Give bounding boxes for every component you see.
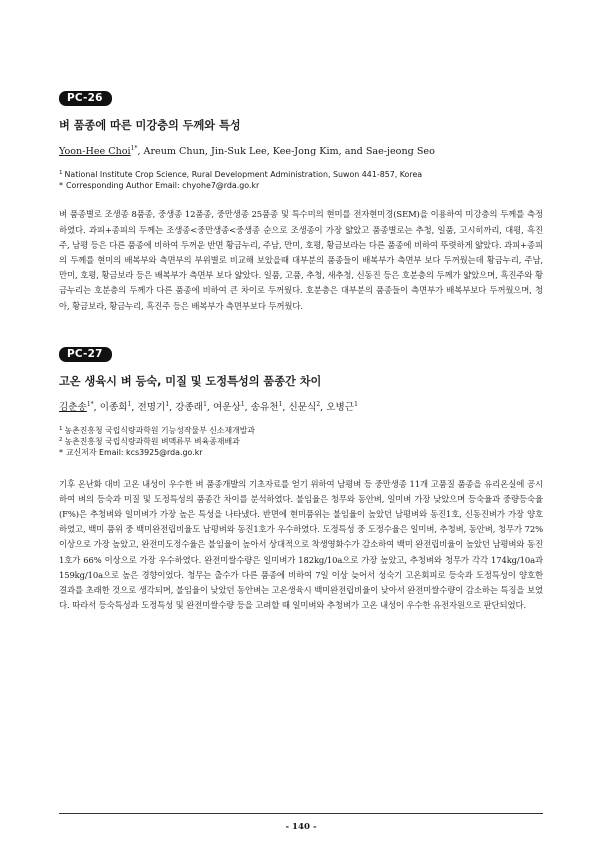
affiliation-mark: *	[59, 181, 63, 191]
page	[59, 0, 543, 848]
corresponding-author-line	[59, 180, 543, 191]
affiliation-line	[59, 169, 543, 180]
author-superscript: 1*	[86, 401, 94, 408]
author-list	[59, 145, 543, 159]
author-superscript: 1	[354, 401, 358, 408]
presenting-author: 김춘송	[59, 402, 87, 413]
abstract-title: 벼 품종에 따른 미강층의 두께와 특성	[59, 119, 241, 132]
presenting-author: Yoon-Hee Choi	[59, 146, 131, 157]
author-superscript: 1	[203, 401, 207, 408]
affiliations	[59, 169, 543, 191]
affiliation-text: 교신저자 Email: kcs3925@rda.go.kr	[66, 448, 203, 458]
affiliation-mark: 1	[59, 426, 63, 432]
co-author: 신문식	[288, 402, 317, 413]
co-author: 송유천	[250, 402, 279, 413]
co-author: 전명기	[137, 402, 166, 413]
page-number: - 140 -	[285, 822, 317, 832]
author-superscript: 2	[316, 401, 321, 408]
abstract-body: 벼 품종별로 조생종 8품종, 중생종 12품종, 중만생종 25품종 및 특수미의 현미를 전자현미경(SEM)을 이용하여 미강층의 두께를 측정하였다. 과피+종피의 두께는 조생종<중만생종<중생종 순으로 조생종이 가장 얇았고 품종별로는 추청, 일품, 고시히까리, 대평, 흑진주, 남평 등은 다른 품종에 비하여 두꺼운 반면 황금누리, 주남, 만미, 호평, 황금보라는 다른 품종에 비하여 뚜렷하게 얇았다. 과피+종피의 두께를 현미의 배복부와 측면부의 부위별로 비교해 보았을때 대부분의 품종들이 배복부가 측면부 보다 두꺼웠는데 황금누리, 주남, 만미, 호평, 황금보라 등은 배복부가 측면부 보다 얇았다. 일품, 고품, 추청, 새추청, 신동진 등은 호분층의 두께가 얇았으며, 흑진주와 황금누리는 호분층의 두께가 다른 품종에 비하여 큰 차이로 두꺼웠다. 호분층은 대부분의 품종들이 측면부가 배복부보다 두꺼웠으며, 청아, 황금보라, 황금누리, 흑진주 등은 배복부가 측면부보다 두꺼웠다.	[59, 209, 543, 311]
affiliation-text: 농촌진흥청 국립식량과학원 벼맥류부 벼육종재배과	[64, 437, 240, 447]
affiliation-text: Corresponding Author Email: chyohe7@rda.go.kr	[66, 181, 260, 191]
abstract-code-badge: PC-26	[59, 91, 112, 106]
abstract-pc-27	[59, 342, 543, 613]
author-superscript: 1*	[130, 145, 138, 152]
affiliations	[59, 425, 543, 459]
affiliation-mark: *	[59, 448, 63, 458]
author-superscript: 1	[278, 401, 283, 408]
abstract-code-badge: PC-27	[59, 347, 112, 362]
co-authors: , Areum Chun, Jin-Suk Lee, Kee-Jong Kim, and Sae-jeong Seo	[137, 146, 435, 157]
author-list: 김춘송$^{1*}$, 이종희$^1$, 전명기$^1$, 강종래$^1$, 여운상$^1$, 송유천$^1$, 신문식$^2$, 오병근$^1$	[59, 401, 358, 413]
author-superscript: 1	[165, 401, 170, 408]
corresponding-author-line	[59, 447, 543, 458]
affiliation-text: National Institute Crop Science, Rural Development Administration, Suwon 441-857, Korea	[64, 170, 423, 179]
affiliation-text: 농촌진흥청 국립식량과학원 기능성작물부 신소재개발과	[64, 426, 255, 435]
abstract-body: 기후 온난화 대비 고온 내성이 우수한 벼 품종개발의 기초자료를 얻기 위하여 남평벼 등 중만생종 11개 고품질 품종을 유리온실에 공시하여 벼의 등숙과 미질 및 도정특성의 품종간 차이를 분석하였다. 불임율은 청무와 동안벼, 일미벼 가장 낮았으며 등숙율과 중량등숙율(F%)은 추청벼와 일미벼가 가장 높은 특성을 나타냈다. 반면에 현미품위는 불임율이 높았던 남평벼와 동진1호, 신동진벼가 가장 양호하였고, 백미 품위 중 백미완전립비율도 남평벼와 동진1호가 우수하였다. 도정특성 중 도정수율은 일미벼, 추청벼, 동안벼, 청무가 72% 이상으로 가장 높았고, 완전미도정수율은 불임율이 높아서 상대적으로 착생영화수가 감소하여 백미 완전립비율이 높았던 남평벼와 동진1호가 66% 이상으로 가장 우수하였다. 완전미쌀수량은 일미벼가 182kg/10a으로 가장 높았고, 추청벼와 청무가 각각 174kg/10a과 159kg/10a으로 높은 경향이었다. 청무는 출수가 다른 품종에 비하여 7일 이상 늦어서 성숙기 고온회피로 등숙과 도정특성이 양호한 결과를 초래한 것으로 생각되며, 불임율이 낮았던 동안벼는 고온생육시 백미완전립비율이 낮아서 완전미쌀수량이 감소하는 특징을 보였다. 따라서 등숙특성과 도정특성 및 완전미쌀수량 등을 고려할 때 일미벼와 추청벼가 고온 내성이 우수한 유전자원으로 판단되었다.	[59, 478, 543, 611]
co-author: 여운상	[213, 402, 241, 413]
co-author: 강종래	[175, 402, 204, 413]
co-author: 이종희	[99, 402, 128, 413]
abstract-title: 고온 생육시 벼 등숙, 미질 및 도정특성의 품종간 차이	[59, 375, 322, 388]
co-author: 오병근	[326, 402, 355, 413]
abstract-pc-26	[59, 86, 543, 314]
author-superscript: 1	[127, 401, 132, 408]
affiliation-mark: 1	[59, 170, 63, 176]
author-superscript: 1	[240, 401, 245, 408]
affiliation-mark: 2	[59, 437, 63, 444]
affiliation-line	[59, 436, 543, 447]
affiliation-line	[59, 425, 543, 436]
footer-divider	[59, 813, 543, 814]
